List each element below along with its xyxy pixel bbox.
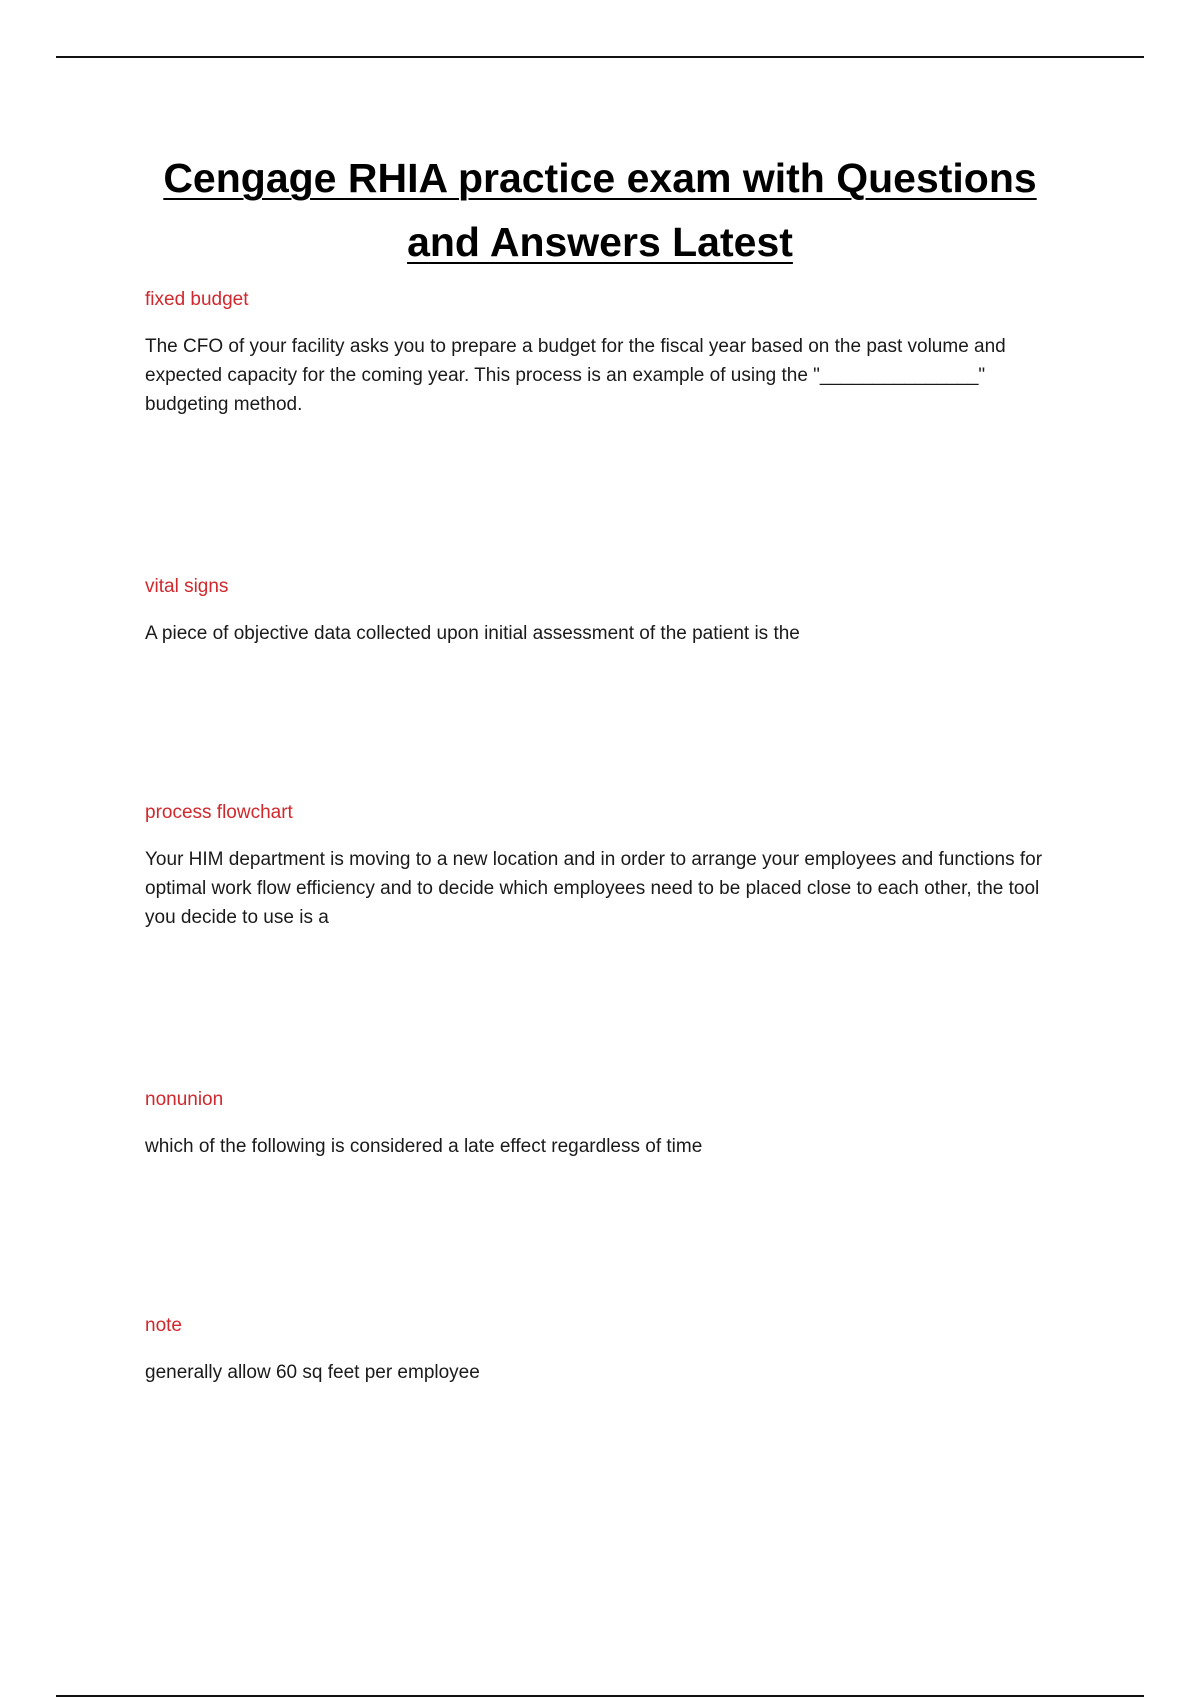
qa-item-note — [145, 1314, 1065, 1383]
answer-text: nonunion — [145, 1089, 224, 1110]
answer-text: fixed budget — [145, 289, 249, 310]
answer-text: process flowchart — [145, 802, 293, 823]
page-title-line-1: Cengage RHIA practice exam with Questions — [163, 155, 1037, 201]
question-text: A piece of objective data collected upon initial assessment of the patient is the — [145, 623, 800, 644]
qa-item-fixed-budget — [145, 288, 1065, 415]
page-title — [100, 146, 1100, 274]
question-text: generally allow 60 sq feet per employee — [145, 1362, 480, 1383]
qa-item-nonunion — [145, 1088, 1065, 1157]
bottom-rule — [56, 1695, 1144, 1697]
question-text: Your HIM department is moving to a new location and in order to arrange your employees and functions for optimal work flow efficiency and to decide which employees need to be placed close to each other, the tool you decide to use is a — [145, 849, 1043, 928]
answer-text: vital signs — [145, 576, 229, 597]
qa-item-process-flowchart — [145, 801, 1065, 928]
top-rule — [56, 56, 1144, 58]
question-text: which of the following is considered a late effect regardless of time — [145, 1136, 703, 1157]
qa-item-vital-signs — [145, 575, 1065, 644]
page-title-line-2: and Answers Latest — [407, 219, 793, 265]
answer-text: note — [145, 1315, 182, 1336]
question-text: The CFO of your facility asks you to prepare a budget for the fiscal year based on the past volume and expected capacity for the coming year. This process is an example of using the "_______________" budgeting method. — [145, 336, 1006, 415]
